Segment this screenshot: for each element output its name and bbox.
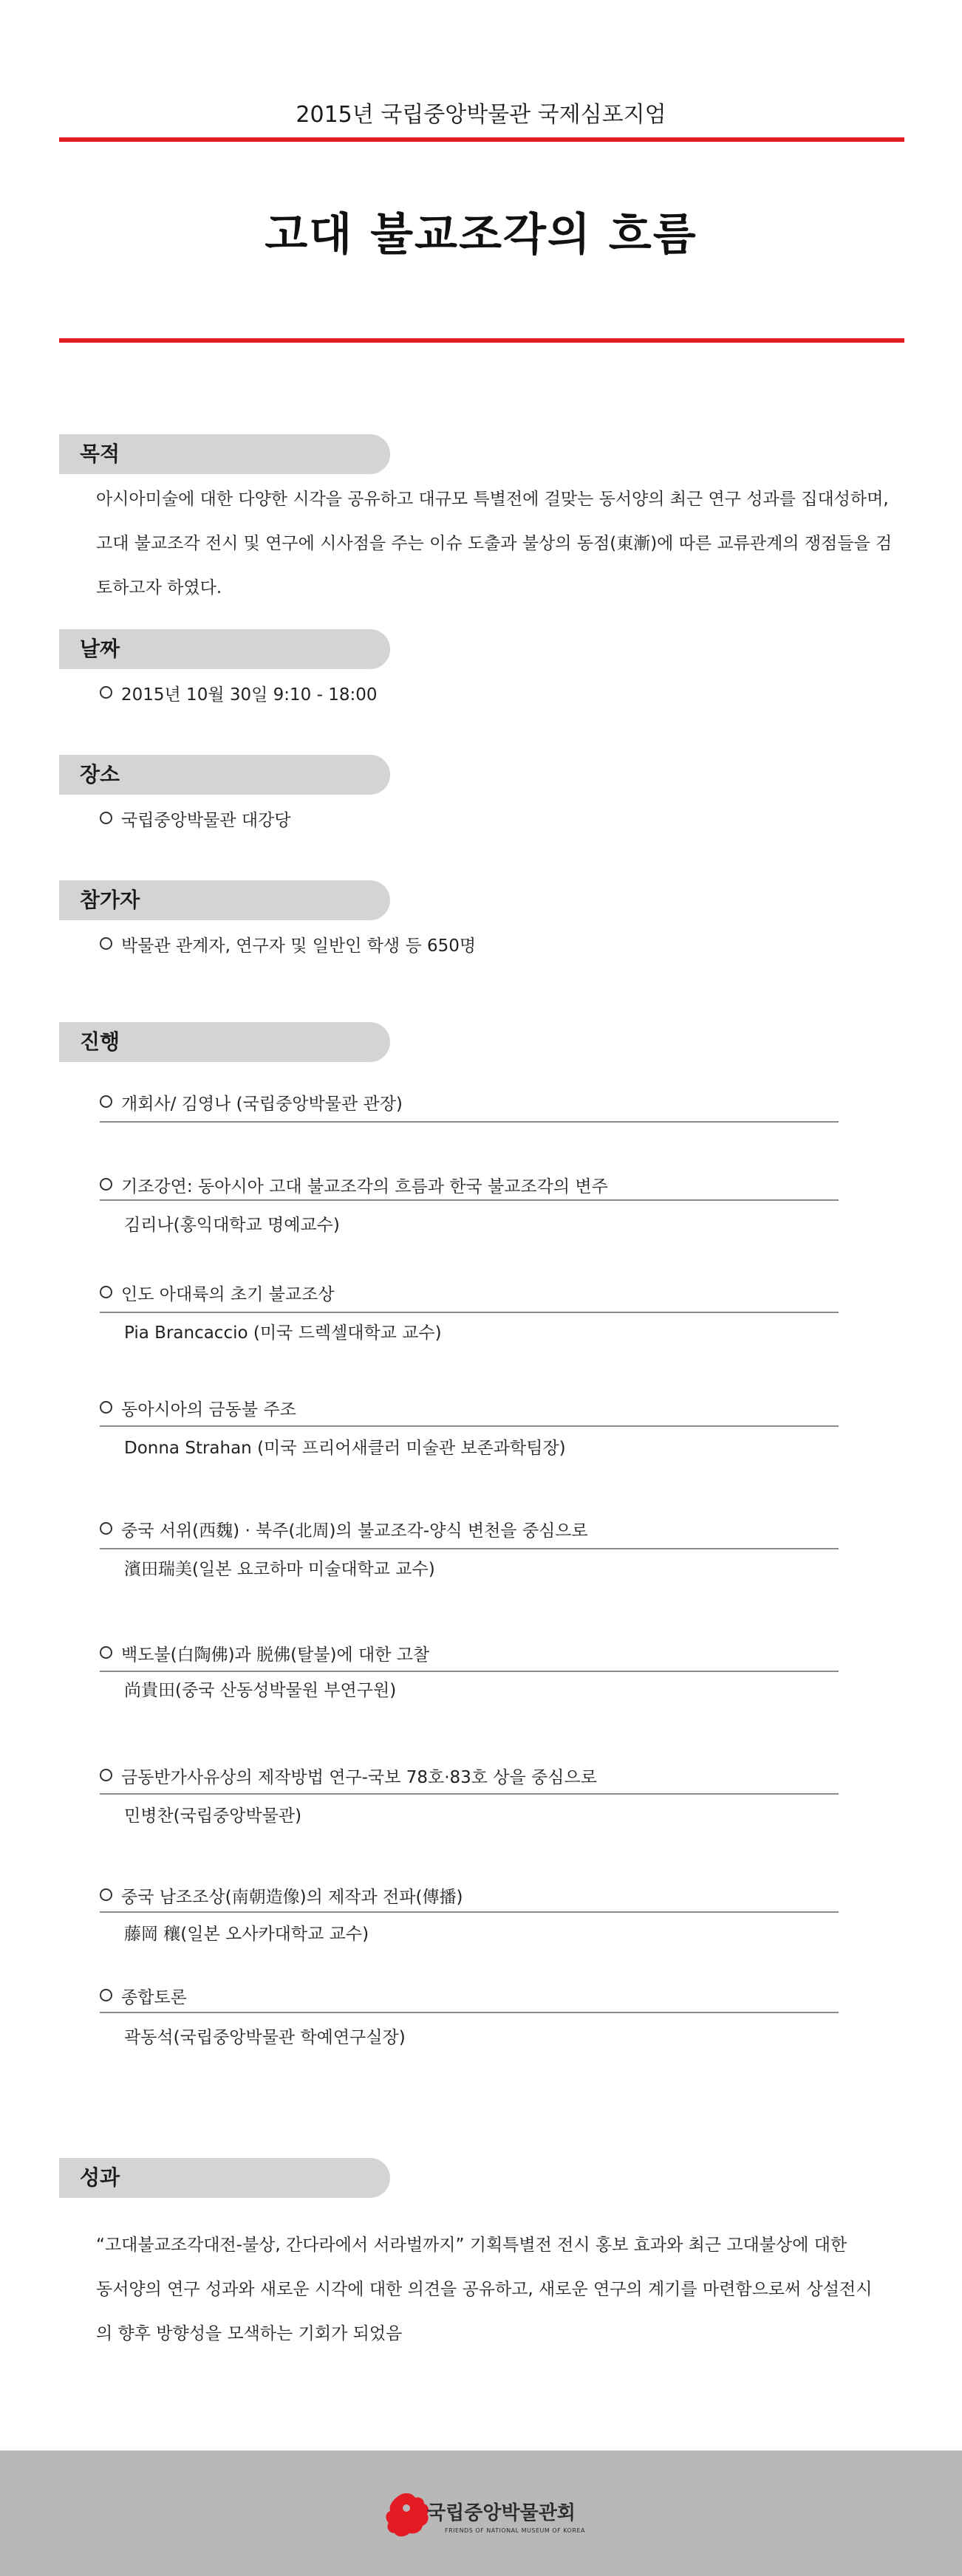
purpose-line: 아시아미술에 대한 다양한 시각을 공유하고 대규모 특별전에 걸맞는 동서양의 최근 연구 성과를 집대성하며,: [96, 490, 889, 509]
program-item-title: 개회사/ 김영나 (국립중앙박물관 관장): [121, 1095, 403, 1114]
participants-value: 박물관 관계자, 연구자 및 일반인 학생 등 650명: [121, 936, 477, 956]
program-item: [100, 1396, 296, 1420]
program-item: [100, 1883, 463, 1908]
circle-bullet-icon: [100, 1401, 112, 1414]
header-top-divider: [59, 137, 904, 142]
program-item-speaker: 尚貴田(중국 산동성박물원 부연구원): [124, 1681, 397, 1700]
date-value: 2015년 10월 30일 9:10 - 18:00: [121, 685, 378, 705]
section-label-place: 장소: [59, 755, 390, 795]
circle-bullet-icon: [100, 1989, 112, 2001]
section-label-purpose: 목적: [59, 434, 390, 474]
program-divider: [100, 1425, 839, 1427]
circle-bullet-icon: [100, 937, 112, 950]
program-item-speaker: 濱田瑞美(일본 요코하마 미술대학교 교수): [124, 1560, 435, 1579]
program-item-title: 백도불(白陶佛)과 脱佛(탈불)에 대한 고찰: [121, 1645, 430, 1665]
circle-bullet-icon: [100, 686, 112, 699]
circle-bullet-icon: [100, 1646, 112, 1659]
section-label-program: 진행: [59, 1022, 390, 1062]
program-item-speaker: 藤岡 穰(일본 오사카대학교 교수): [124, 1925, 369, 1944]
program-divider: [100, 2012, 839, 2013]
result-text: [96, 2223, 909, 2356]
purpose-line: 토하고자 하였다.: [96, 578, 222, 597]
program-divider: [100, 1911, 839, 1913]
circle-bullet-icon: [100, 1095, 112, 1108]
program-divider: [100, 1793, 839, 1795]
date-item: [100, 681, 378, 705]
circle-bullet-icon: [100, 1286, 112, 1298]
program-item: [100, 1517, 588, 1541]
circle-bullet-icon: [100, 1522, 112, 1535]
page-subtitle: 2015년 국립중앙박물관 국제심포지엄: [296, 102, 666, 128]
program-item: [100, 1641, 429, 1665]
program-item-title: 중국 서위(西魏) · 북주(北周)의 불교조각-양식 변천을 중심으로: [121, 1521, 588, 1541]
place-value: 국립중앙박물관 대강당: [121, 811, 291, 830]
circle-bullet-icon: [100, 1769, 112, 1781]
logo-mark-shape: [386, 2493, 429, 2537]
program-item-title: 동아시아의 금동불 주조: [121, 1400, 296, 1419]
program-item: [100, 1984, 187, 2008]
program-divider: [100, 1121, 839, 1123]
place-item: [100, 806, 291, 831]
program-item-title: 종합토론: [121, 1988, 187, 2007]
logo-text-english: FRIENDS OF NATIONAL MUSEUM OF KOREA: [445, 2527, 585, 2534]
program-divider: [100, 1671, 839, 1672]
header-bottom-divider: [59, 338, 904, 343]
circle-bullet-icon: [100, 1888, 112, 1901]
program-divider: [100, 1548, 839, 1549]
result-line: 의 향후 방향성을 모색하는 기회가 되었음: [96, 2324, 403, 2343]
section-label-date: 날짜: [59, 629, 390, 669]
program-item-speaker: 김리나(홍익대학교 명예교수): [124, 1216, 340, 1235]
result-line: “고대불교조각대전-불상, 간다라에서 서라벌까지” 기획특별전 전시 홍보 효과와 최근 고대불상에 대한: [96, 2236, 847, 2255]
program-divider: [100, 1199, 839, 1201]
program-item-title: 중국 남조조상(南朝造像)의 제작과 전파(傳播): [121, 1888, 463, 1907]
program-item-speaker: 곽동석(국립중앙박물관 학예연구실장): [124, 2028, 406, 2047]
circle-bullet-icon: [100, 812, 112, 824]
purpose-line: 고대 불교조각 전시 및 연구에 시사점을 주는 이슈 도출과 불상의 동점(東漸)에 따른 교류관계의 쟁점들을 검: [96, 534, 893, 553]
program-item: [100, 1090, 403, 1114]
program-divider: [100, 1312, 839, 1313]
program-item: [100, 1281, 335, 1305]
program-item-speaker: Donna Strahan (미국 프리어새클러 미술관 보존과학팀장): [124, 1439, 566, 1458]
participants-item: [100, 932, 476, 956]
program-item-speaker: Pia Brancaccio (미국 드렉셀대학교 교수): [124, 1323, 442, 1343]
section-label-result: 성과: [59, 2158, 390, 2198]
program-item: [100, 1173, 608, 1197]
circle-bullet-icon: [100, 1178, 112, 1191]
footer-logo: [384, 2489, 606, 2548]
purpose-text: [96, 477, 909, 610]
program-item: [100, 1764, 597, 1788]
program-item-speaker: 민병찬(국립중앙박물관): [124, 1806, 302, 1826]
result-line: 동서양의 연구 성과와 새로운 시각에 대한 의견을 공유하고, 새로운 연구의 계기를 마련함으로써 상설전시: [96, 2280, 873, 2299]
page-title: 고대 불교조각의 흐름: [265, 209, 697, 261]
logo-text-korean: 국립중앙박물관회: [427, 2502, 576, 2524]
section-label-participants: 참가자: [59, 880, 390, 920]
program-item-title: 금동반가사유상의 제작방법 연구-국보 78호·83호 상을 중심으로: [121, 1768, 597, 1787]
program-item-title: 기조강연: 동아시아 고대 불교조각의 흐름과 한국 불교조각의 변주: [121, 1177, 608, 1196]
program-item-title: 인도 아대륙의 초기 불교조상: [121, 1285, 335, 1304]
